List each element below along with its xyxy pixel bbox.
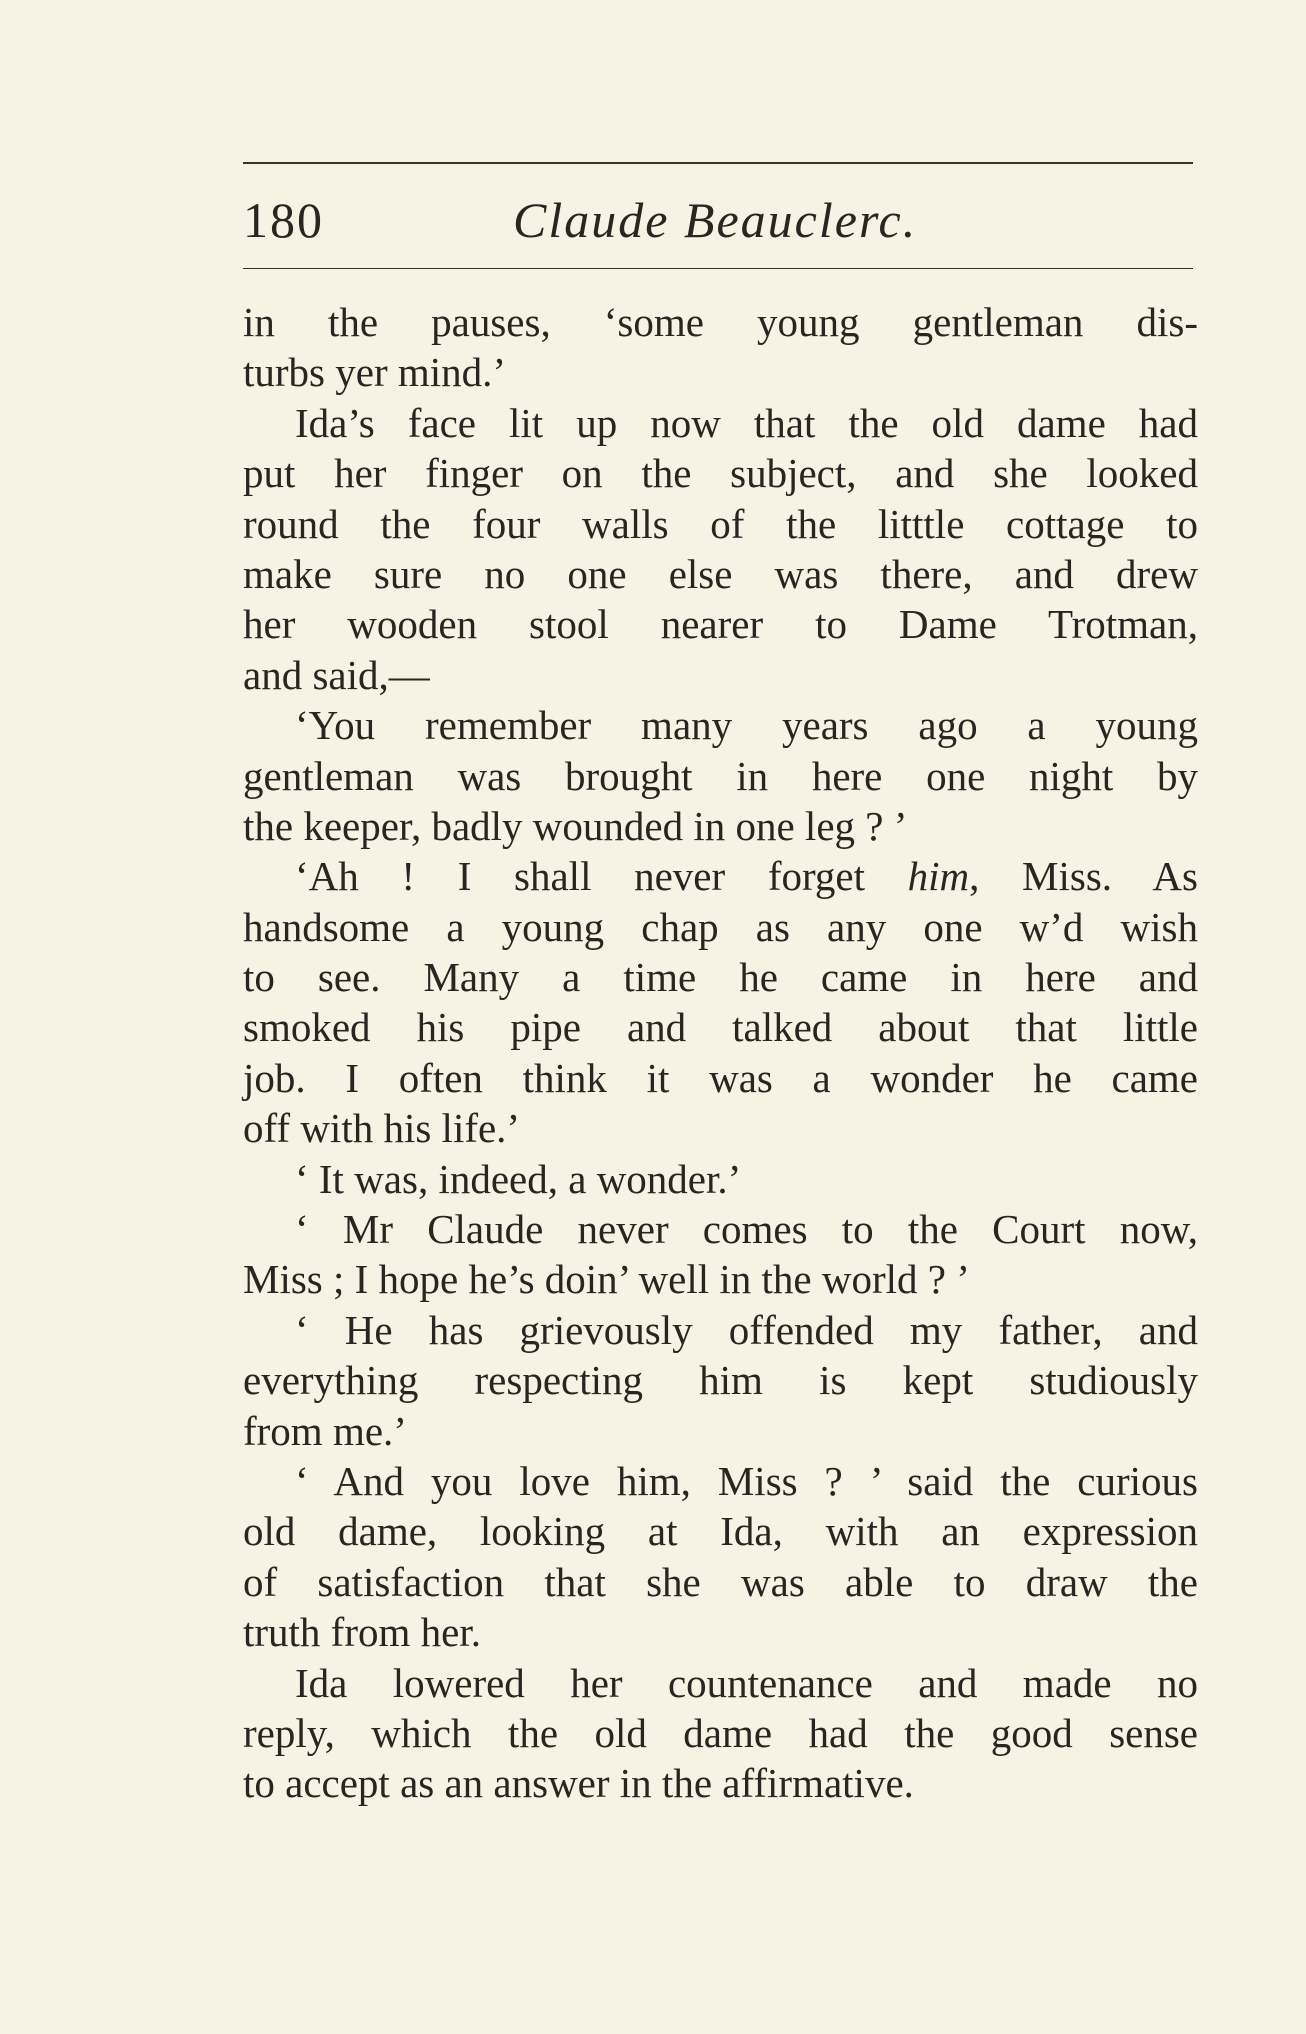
header-rule-top [243, 162, 1193, 164]
text-line: turbs yer mind.’ [243, 349, 507, 396]
text-line: job. I often think it was a wonder he came [243, 1054, 1198, 1101]
text-line: ‘ Mr Claude never comes to the Court now, [295, 1206, 1198, 1253]
text-line: ‘ He has grievously offended my father, and [295, 1306, 1198, 1353]
text-line: truth from her. [243, 1609, 481, 1656]
text-line: to accept as an answer in the affirmative. [243, 1760, 914, 1807]
text-line: round the four walls of the litttle cottage to [243, 500, 1198, 547]
text-line: everything respecting him is kept studiously [243, 1357, 1198, 1404]
body-text [243, 297, 1198, 1809]
text-line: gentleman was brought in here one night by [243, 752, 1198, 799]
text-line: ‘You remember many years ago a young [295, 702, 1198, 749]
text-line: smoked his pipe and talked about that little [243, 1004, 1198, 1051]
page-number: 180 [243, 192, 324, 248]
text-line: reply, which the old dame had the good sense [243, 1709, 1198, 1756]
text-line: and said,— [243, 651, 430, 698]
text-line: in the pauses, ‘some young gentleman dis- [243, 299, 1198, 345]
text-line: off with his life.’ [243, 1105, 521, 1152]
text-line: ‘ It was, indeed, a wonder.’ [295, 1155, 742, 1202]
text-line: her wooden stool nearer to Dame Trotman, [243, 601, 1198, 648]
text-line: ‘ And you love him, Miss ? ’ said the curious [295, 1457, 1198, 1504]
text-line: to see. Many a time he came in here and [243, 954, 1198, 1001]
text-line: from me.’ [243, 1407, 407, 1454]
header-rule-bottom [243, 268, 1193, 269]
text-line: make sure no one else was there, and drew [243, 550, 1198, 597]
text-line: of satisfaction that she was able to draw the [243, 1558, 1198, 1605]
text-line: the keeper, badly wounded in one leg ? ’ [243, 802, 908, 849]
text-line: ‘Ah ! I shall never forget him, Miss. As [295, 853, 1198, 900]
text-line: Ida’s face lit up now that the old dame had [295, 399, 1198, 446]
text-line: put her finger on the subject, and she looked [243, 450, 1198, 497]
running-title: Claude Beauclerc. [513, 192, 918, 248]
page-header [243, 185, 1193, 255]
text-line: old dame, looking at Ida, with an expression [243, 1508, 1198, 1555]
text-line: Ida lowered her countenance and made no [295, 1659, 1198, 1706]
text-line: Miss ; I hope he’s doin’ well in the world ? ’ [243, 1256, 970, 1303]
text-line: handsome a young chap as any one w’d wish [243, 903, 1198, 950]
